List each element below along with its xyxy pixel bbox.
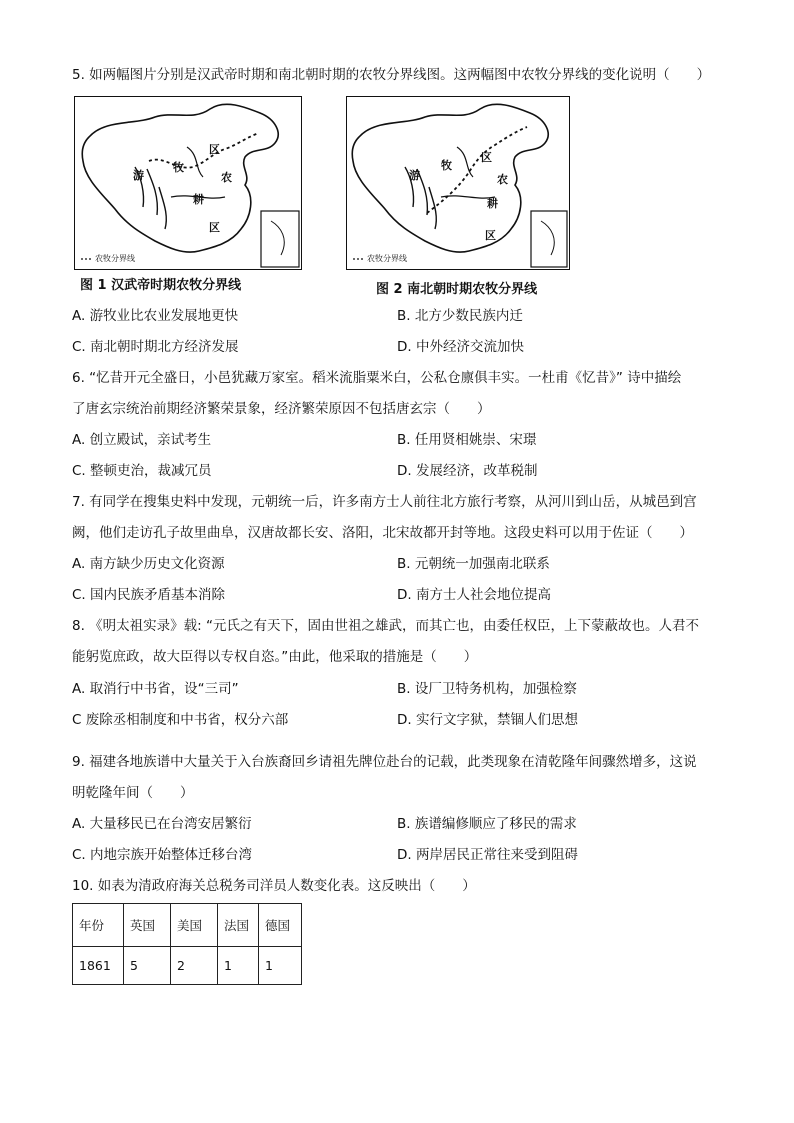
q7-option-a[interactable]: A. 南方缺少历史文化资源 bbox=[72, 556, 225, 572]
q8-option-d[interactable]: D. 实行文字狱，禁锢人们思想 bbox=[397, 712, 578, 728]
table-header-cell: 法国 bbox=[218, 904, 259, 947]
q6-option-b[interactable]: B. 任用贤相姚崇、宋璟 bbox=[397, 432, 537, 448]
table-header-row bbox=[73, 904, 302, 947]
table-header-cell: 德国 bbox=[259, 904, 302, 947]
q9-stem-line2: 明乾隆年间（ ） bbox=[72, 785, 194, 801]
table-cell: 5 bbox=[124, 947, 171, 985]
map-han-wudi bbox=[74, 96, 302, 270]
map2-label-qu2: 区 bbox=[485, 229, 496, 242]
table-header-cell: 年份 bbox=[73, 904, 124, 947]
map1-label-qu2: 区 bbox=[209, 221, 220, 234]
map2-label-you: 游 bbox=[409, 169, 420, 182]
map2-label-qu1: 区 bbox=[481, 151, 492, 164]
q5-option-c[interactable]: C. 南北朝时期北方经济发展 bbox=[72, 339, 239, 355]
q8-option-b[interactable]: B. 设厂卫特务机构，加强检察 bbox=[397, 681, 577, 697]
q6-option-c[interactable]: C. 整顿吏治，裁减冗员 bbox=[72, 463, 212, 479]
map-nanbeichao bbox=[346, 96, 570, 270]
q7-option-c[interactable]: C. 国内民族矛盾基本消除 bbox=[72, 587, 226, 603]
china-map-outline-2 bbox=[347, 97, 569, 269]
map1-legend: 农牧分界线 bbox=[95, 254, 135, 263]
map1-label-you: 游 bbox=[133, 169, 144, 182]
q9-option-c[interactable]: C. 内地宗族开始整体迁移台湾 bbox=[72, 847, 253, 863]
table-cell: 2 bbox=[171, 947, 218, 985]
q8-stem-line2: 能躬览庶政，故大臣得以专权自恣。”由此，他采取的措施是（ ） bbox=[72, 649, 478, 665]
table-cell: 1861 bbox=[73, 947, 124, 985]
map2-label-mu: 牧 bbox=[441, 159, 452, 172]
table-cell: 1 bbox=[218, 947, 259, 985]
map2-legend: 农牧分界线 bbox=[367, 254, 407, 263]
table-header-cell: 英国 bbox=[124, 904, 171, 947]
q10-stem: 10. 如表为清政府海关总税务司洋员人数变化表。这反映出（ ） bbox=[72, 878, 476, 894]
q7-option-b[interactable]: B. 元朝统一加强南北联系 bbox=[397, 556, 550, 572]
q5-stem: 5. 如两幅图片分别是汉武帝时期和南北朝时期的农牧分界线图。这两幅图中农牧分界线的变化说明（ ） bbox=[72, 67, 711, 83]
table-cell: 1 bbox=[259, 947, 302, 985]
q7-option-d[interactable]: D. 南方士人社会地位提高 bbox=[397, 587, 551, 603]
map1-caption: 图 1 汉武帝时期农牧分界线 bbox=[80, 278, 242, 293]
table-header-cell: 美国 bbox=[171, 904, 218, 947]
q7-stem-line1: 7. 有同学在搜集史料中发现，元朝统一后，许多南方士人前往北方旅行考察，从河川到山岳，从城邑到宫 bbox=[72, 494, 697, 510]
q8-stem-line1: 8. 《明太祖实录》载: “元氏之有天下，固由世祖之雄武，而其亡也，由委任权臣，上下蒙蔽故也。人君不 bbox=[72, 618, 700, 634]
foreign-staff-table bbox=[72, 903, 302, 985]
q5-option-b[interactable]: B. 北方少数民族内迁 bbox=[397, 308, 523, 324]
q9-option-a[interactable]: A. 大量移民已在台湾安居繁衍 bbox=[72, 816, 252, 832]
q6-option-d[interactable]: D. 发展经济，改革税制 bbox=[397, 463, 538, 479]
map2-label-geng: 耕 bbox=[487, 197, 498, 210]
q5-option-a[interactable]: A. 游牧业比农业发展地更快 bbox=[72, 308, 239, 324]
map1-label-mu: 牧 bbox=[173, 161, 184, 174]
map2-caption: 图 2 南北朝时期农牧分界线 bbox=[376, 282, 538, 297]
q6-stem-line2: 了唐玄宗统治前期经济繁荣景象，经济繁荣原因不包括唐玄宗（ ） bbox=[72, 401, 491, 417]
q6-stem-line1: 6. “忆昔开元全盛日，小邑犹藏万家室。稻米流脂粟米白，公私仓廪俱丰实。一杜甫《忆昔》” 诗中描绘 bbox=[72, 370, 682, 386]
q9-stem-line1: 9. 福建各地族谱中大量关于入台族裔回乡请祖先牌位赴台的记载，此类现象在清乾隆年间骤然增多，这说 bbox=[72, 754, 697, 770]
q9-option-b[interactable]: B. 族谱编修顺应了移民的需求 bbox=[397, 816, 577, 832]
map1-label-geng: 耕 bbox=[193, 193, 204, 206]
map1-label-nong: 农 bbox=[221, 171, 232, 184]
q8-option-c[interactable]: C 废除丞相制度和中书省，权分六部 bbox=[72, 712, 289, 728]
map2-label-nong: 农 bbox=[497, 173, 508, 186]
q9-option-d[interactable]: D. 两岸居民正常往来受到阻碍 bbox=[397, 847, 578, 863]
q6-option-a[interactable]: A. 创立殿试，亲试考生 bbox=[72, 432, 212, 448]
q5-option-d[interactable]: D. 中外经济交流加快 bbox=[397, 339, 524, 355]
table-row bbox=[73, 947, 302, 985]
map1-label-qu1: 区 bbox=[209, 143, 220, 156]
q8-option-a[interactable]: A. 取消行中书省，设“三司” bbox=[72, 681, 239, 697]
china-map-outline-1 bbox=[75, 97, 301, 269]
q7-stem-line2: 阙，他们走访孔子故里曲阜，汉唐故都长安、洛阳，北宋故都开封等地。这段史料可以用于佐证（ ） bbox=[72, 525, 693, 541]
